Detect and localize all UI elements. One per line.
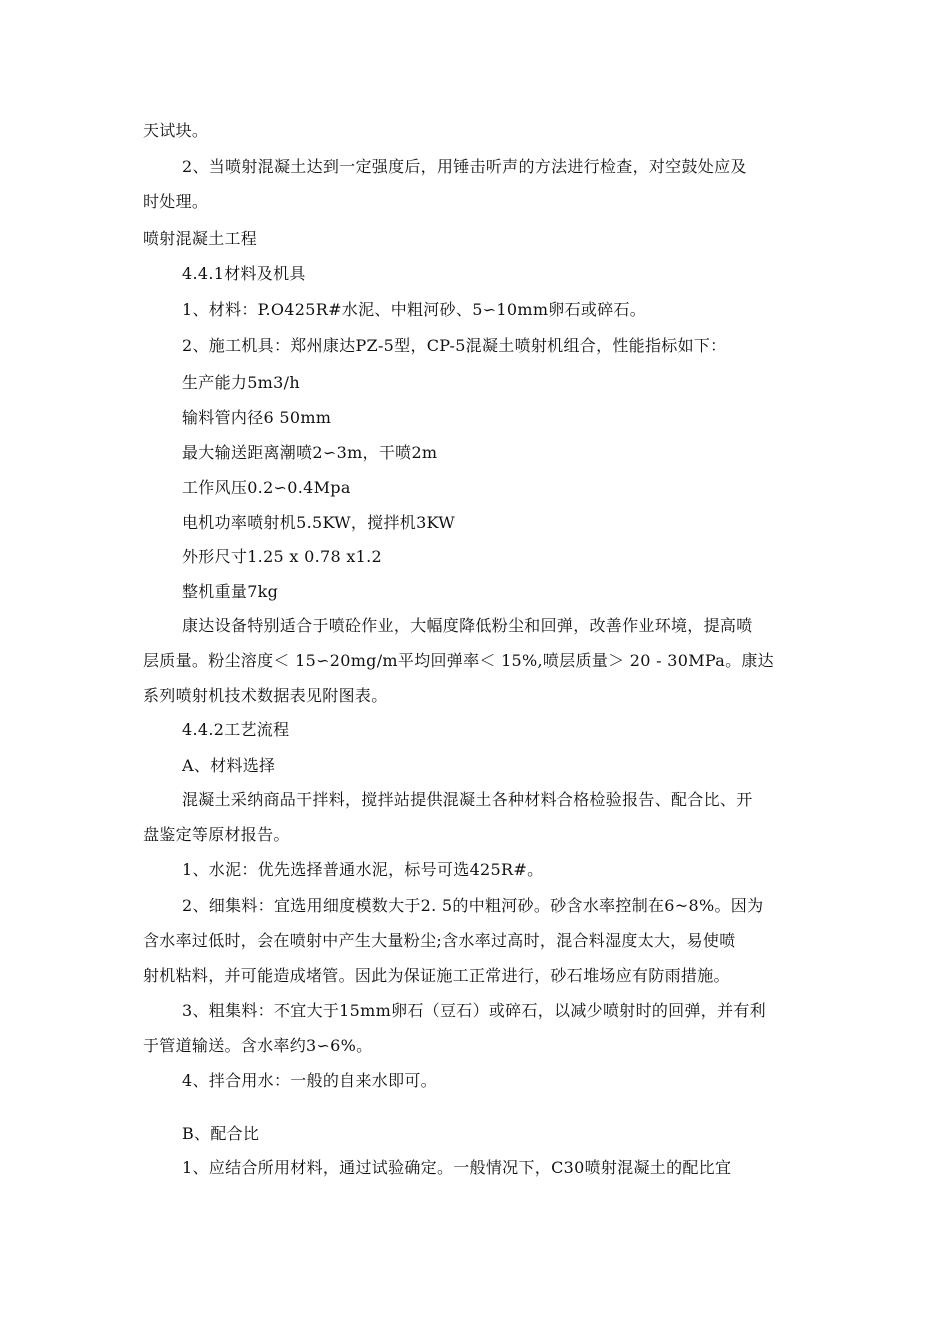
paragraph-line: 时处理。 xyxy=(143,192,209,211)
subsection-heading: A、材料选择 xyxy=(182,756,276,775)
paragraph-line: 1、应结合所用材料，通过试验确定。一般情况下，C30喷射混凝土的配比宜 xyxy=(182,1158,732,1177)
spec-line: 输料管内径6 50mm xyxy=(182,408,332,427)
subsection-heading: 4.4.1材料及机具 xyxy=(182,264,306,283)
paragraph-line: 2、当喷射混凝土达到一定强度后，用锤击听声的方法进行检查，对空鼓处应及 xyxy=(182,157,747,176)
paragraph-line: 2、细集料：宜选用细度模数大于2. 5的中粗河砂。砂含水率控制在6~8%。因为 xyxy=(182,896,764,915)
section-heading: 喷射混凝土工程 xyxy=(143,229,258,248)
spec-line: 工作风压0.2∽0.4Mpa xyxy=(182,478,351,497)
paragraph-line: 康达设备特别适合于喷砼作业，大幅度降低粉尘和回弹，改善作业环境，提高喷 xyxy=(182,616,753,635)
paragraph-line: 射机粘料，并可能造成堵管。因此为保证施工正常进行，砂石堆场应有防雨措施。 xyxy=(143,966,730,985)
spec-line: 生产能力5m3/h xyxy=(182,373,300,392)
paragraph-line: 4、拌合用水：一般的自来水即可。 xyxy=(182,1071,437,1090)
spec-line: 外形尺寸1.25 x 0.78 x1.2 xyxy=(182,547,382,566)
paragraph-line: 1、水泥：优先选择普通水泥，标号可选425R#。 xyxy=(182,860,544,879)
spec-line: 电机功率喷射机5.5KW，搅拌机3KW xyxy=(182,513,455,532)
paragraph-line: 系列喷射机技术数据表见附图表。 xyxy=(143,686,388,705)
paragraph-line: 混凝土采纳商品干拌料，搅拌站提供混凝土各种材料合格检验报告、配合比、开 xyxy=(182,790,753,809)
paragraph-line: 于管道输送。含水率约3∽6%。 xyxy=(143,1036,373,1055)
paragraph-line: 层质量。粉尘溶度＜ 15∽20mg/m平均回弹率＜ 15%,喷层质量＞ 20 - 30MPa。康达 xyxy=(143,651,774,670)
paragraph-line: 1、材料：P.O425R#水泥、中粗河砂、5∽10mm卵石或碎石。 xyxy=(182,300,647,319)
paragraph-line: 天试块。 xyxy=(143,121,209,140)
spec-line: 整机重量7kg xyxy=(182,582,279,601)
subsection-heading: 4.4.2工艺流程 xyxy=(182,720,290,739)
paragraph-line: 盘鉴定等原材报告。 xyxy=(143,825,290,844)
paragraph-line: 2、施工机具：郑州康达PZ-5型，CP-5混凝土喷射机组合，性能指标如下： xyxy=(182,336,727,355)
spec-line: 最大输送距离潮喷2∽3m，干喷2m xyxy=(182,443,438,462)
paragraph-line: 含水率过低时，会在喷射中产生大量粉尘;含水率过高时，混合料湿度太大，易使喷 xyxy=(143,931,736,950)
subsection-heading: B、配合比 xyxy=(182,1124,260,1143)
paragraph-line: 3、粗集料：不宜大于15mm卵石（豆石）或碎石，以减少喷射时的回弹，并有利 xyxy=(182,1001,766,1020)
